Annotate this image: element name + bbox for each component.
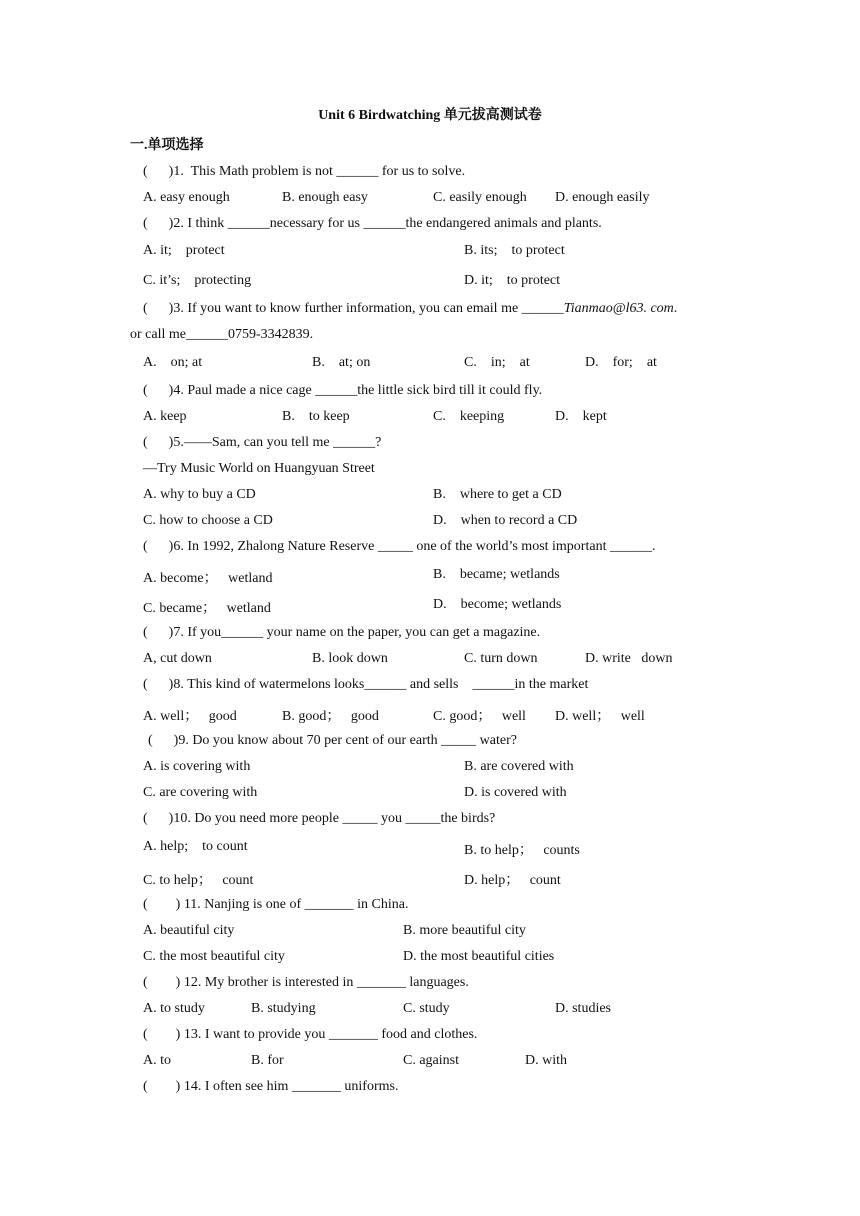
- q1-option-d: D. enough easily: [555, 190, 650, 205]
- q4-option-d: D. kept: [555, 409, 607, 424]
- q6-option-a: A. become； wetland: [143, 571, 273, 586]
- q7-option-d: D. write down: [585, 651, 673, 666]
- q3-option-b: B. at; on: [312, 355, 371, 370]
- q10-option-c: C. to help； count: [143, 873, 254, 888]
- q4-option-b: B. to keep: [282, 409, 350, 424]
- q13-option-b: B. for: [251, 1053, 284, 1068]
- q3-option-a: A. on; at: [143, 355, 203, 370]
- question-7: ( )7. If you______ your name on the paper, you can get a magazine.: [143, 625, 541, 640]
- q8-option-b: B. good； good: [282, 709, 379, 724]
- question-10: ( )10. Do you need more people _____ you _____the birds?: [143, 811, 496, 826]
- q2-option-c: C. it’s; protecting: [143, 273, 252, 288]
- page-title: Unit 6 Birdwatching 单元拔高测试卷: [318, 108, 542, 123]
- question-6: ( )6. In 1992, Zhalong Nature Reserve _____ one of the world’s most important ______.: [143, 539, 656, 554]
- q4-option-a: A. keep: [143, 409, 187, 424]
- q8-option-a: A. well； good: [143, 709, 237, 724]
- q6-option-c: C. became； wetland: [143, 601, 271, 616]
- q6-option-d: D. become; wetlands: [433, 597, 562, 612]
- q10-option-b: B. to help； counts: [464, 843, 580, 858]
- q5-option-b: B. where to get a CD: [433, 487, 562, 502]
- question-1: ( )1. This Math problem is not ______ for us to solve.: [143, 164, 466, 179]
- q7-option-c: C. turn down: [464, 651, 538, 666]
- question-9: ( )9. Do you know about 70 per cent of our earth _____ water?: [148, 733, 517, 748]
- question-8: ( )8. This kind of watermelons looks______ and sells ______in the market: [143, 677, 589, 692]
- q12-option-a: A. to study: [143, 1001, 205, 1016]
- q11-option-a: A. beautiful city: [143, 923, 235, 938]
- q8-option-d: D. well； well: [555, 709, 645, 724]
- q11-option-c: C. the most beautiful city: [143, 949, 285, 964]
- q12-option-d: D. studies: [555, 1001, 611, 1016]
- q5-option-a: A. why to buy a CD: [143, 487, 256, 502]
- q10-option-d: D. help； count: [464, 873, 561, 888]
- question-4: ( )4. Paul made a nice cage ______the little sick bird till it could fly.: [143, 383, 543, 398]
- q3-option-c: C. in; at: [464, 355, 530, 370]
- q8-option-c: C. good； well: [433, 709, 526, 724]
- question-2: ( )2. I think ______necessary for us ______the endangered animals and plants.: [143, 216, 602, 231]
- q10-option-a: A. help; to count: [143, 839, 248, 854]
- q13-option-d: D. with: [525, 1053, 567, 1068]
- q13-option-c: C. against: [403, 1053, 459, 1068]
- q1-option-c: C. easily enough: [433, 190, 527, 205]
- q11-option-b: B. more beautiful city: [403, 923, 526, 938]
- q5-option-c: C. how to choose a CD: [143, 513, 273, 528]
- q12-option-b: B. studying: [251, 1001, 316, 1016]
- q3-option-d: D. for; at: [585, 355, 657, 370]
- q5-option-d: D. when to record a CD: [433, 513, 578, 528]
- q4-option-c: C. keeping: [433, 409, 505, 424]
- q1-option-b: B. enough easy: [282, 190, 368, 205]
- q9-option-d: D. is covered with: [464, 785, 567, 800]
- question-5: ( )5.——Sam, can you tell me ______?: [143, 435, 382, 450]
- q7-option-a: A, cut down: [143, 651, 212, 666]
- q5-reply: —Try Music World on Huangyuan Street: [143, 461, 375, 476]
- q3-stem-part1: ( )3. If you want to know further information, you can email me ______: [143, 301, 564, 316]
- q11-option-d: D. the most beautiful cities: [403, 949, 555, 964]
- q9-option-b: B. are covered with: [464, 759, 574, 774]
- q9-option-a: A. is covering with: [143, 759, 251, 774]
- q9-option-c: C. are covering with: [143, 785, 258, 800]
- question-14: ( ) 14. I often see him _______ uniforms.: [143, 1079, 399, 1094]
- question-12: ( ) 12. My brother is interested in _______ languages.: [143, 975, 469, 990]
- q6-option-b: B. became; wetlands: [433, 567, 560, 582]
- q2-option-a: A. it; protect: [143, 243, 225, 258]
- q1-option-a: A. easy enough: [143, 190, 230, 205]
- q7-option-b: B. look down: [312, 651, 388, 666]
- q2-option-d: D. it; to protect: [464, 273, 561, 288]
- q3-stem-part2: .: [673, 301, 678, 316]
- q3-stem-line2: or call me______0759-3342839.: [130, 327, 314, 342]
- q13-option-a: A. to: [143, 1053, 171, 1068]
- question-3: [143, 301, 677, 317]
- q3-email: Tianmao@l63. com: [563, 301, 674, 316]
- q12-option-c: C. study: [403, 1001, 450, 1016]
- section-heading: 一.单项选择: [130, 138, 204, 153]
- question-13: ( ) 13. I want to provide you _______ food and clothes.: [143, 1027, 478, 1042]
- q2-option-b: B. its; to protect: [464, 243, 565, 258]
- question-11: ( ) 11. Nanjing is one of _______ in China.: [143, 897, 409, 912]
